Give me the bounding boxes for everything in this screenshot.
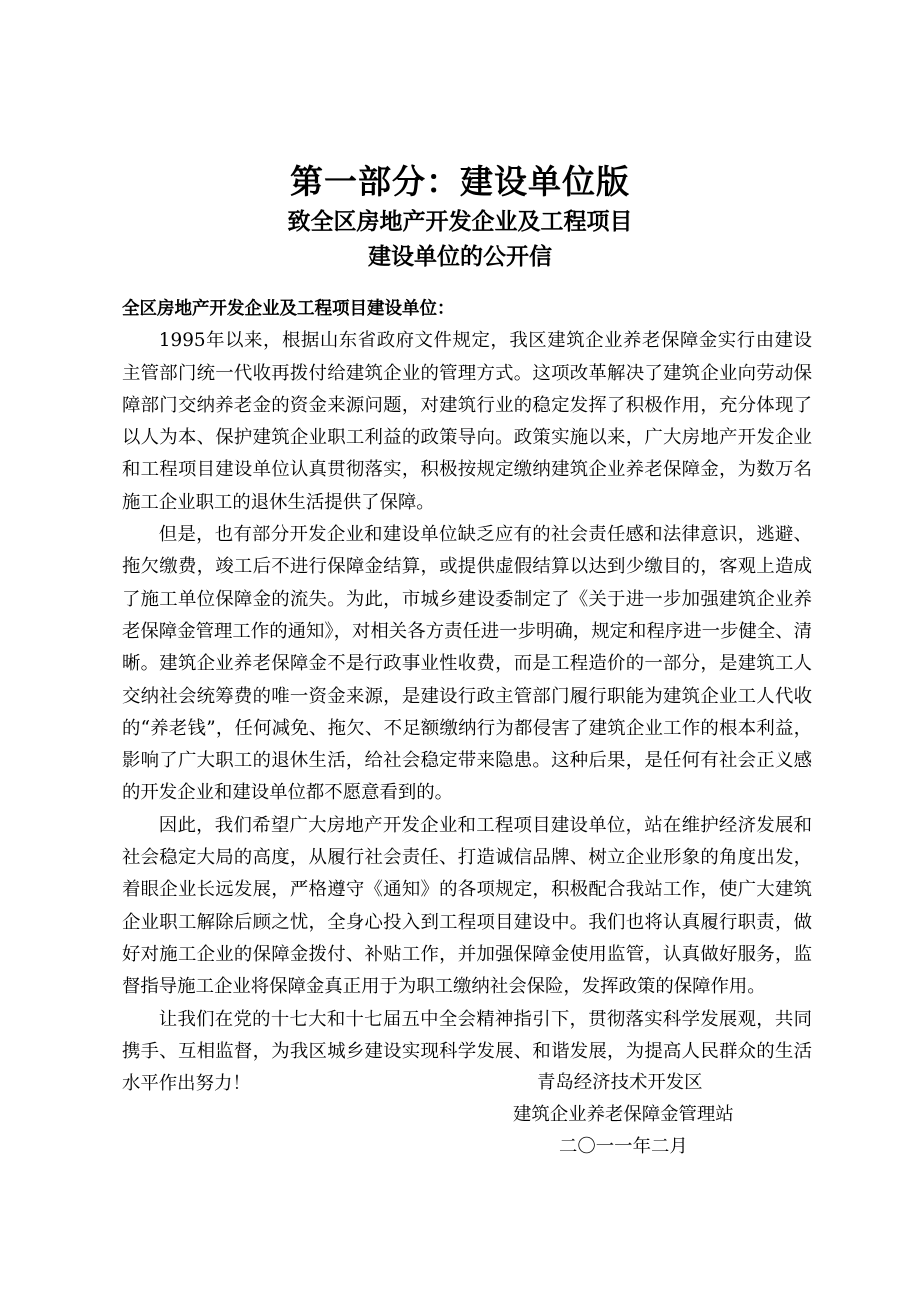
paragraph-3: 因此，我们希望广大房地产开发企业和工程项目建设单位，站在维护经济发展和社会稳定大局的高度，从履行社会责任、打造诚信品牌、树立企业形象的角度出发，着眼企业长远发展，严格遵守《通知》的各项规定，积极配合我站工作，使广大建筑企业职工解除后顾之忧，全身心投入到工程项目建设中。我们也将认真履行职责，做好对施工企业的保障金拨付、补贴工作，并加强保障金使用监管，认真做好服务，监督指导施工企业将保障金真正用于为职工缴纳社会保险，发挥政策的保障作用。 (122, 814, 812, 998)
signature-org-line2: 建筑企业养老保障金管理站 (513, 1104, 734, 1125)
signature-org-line1: 青岛经济技术开发区 (537, 1072, 703, 1093)
signature-date: 二〇一一年二月 (559, 1136, 688, 1157)
paragraph-4: 让我们在党的十七大和十七届五中全会精神指引下，贯彻落实科学发展观，共同携手、互相监督，为我区城乡建设实现科学发展、和谐发展，为提高人民群众的生活水平作出努力！ (122, 1008, 812, 1095)
letter-body (122, 293, 812, 1100)
document-subtitle-line1: 致全区房地产开发企业及工程项目 (287, 209, 633, 235)
paragraph-2: 但是，也有部分开发企业和建设单位缺乏应有的社会责任感和法律意识，逃避、拖欠缴费，竣工后不进行保障金结算，或提供虚假结算以达到少缴目的，客观上造成了施工单位保障金的流失。为此，市城乡建设委制定了《关于进一步加强建筑企业养老保障金管理工作的通知》，对相关各方责任进一步明确，规定和程序进一步健全、清晰。建筑企业养老保障金不是行政事业性收费，而是工程造价的一部分，是建筑工人交纳社会统筹费的唯一资金来源，是建设行政主管部门履行职能为建筑企业工人代收的“养老钱”，任何减免、拖欠、不足额缴纳行为都侵害了建筑企业工作的根本利益，影响了广大职工的退休生活，给社会稳定带来隐患。这种后果，是任何有社会正义感的开发企业和建设单位都不愿意看到的。 (122, 524, 812, 804)
salutation: 全区房地产开发企业及工程项目建设单位： (122, 299, 455, 319)
document-title: 第一部分：建设单位版 (290, 162, 630, 201)
document-subtitle-line2: 建设单位的公开信 (368, 244, 552, 270)
paragraph-1: 1995年以来，根据山东省政府文件规定，我区建筑企业养老保障金实行由建设主管部门统一代收再拨付给建筑企业的管理方式。这项改革解决了建筑企业向劳动保障部门交纳养老金的资金来源问题，对建筑行业的稳定发挥了积极作用，充分体现了以人为本、保护建筑企业职工利益的政策导向。政策实施以来，广大房地产开发企业和工程项目建设单位认真贯彻落实，积极按规定缴纳建筑企业养老保障金，为数万名施工企业职工的退休生活提供了保障。 (122, 330, 812, 513)
